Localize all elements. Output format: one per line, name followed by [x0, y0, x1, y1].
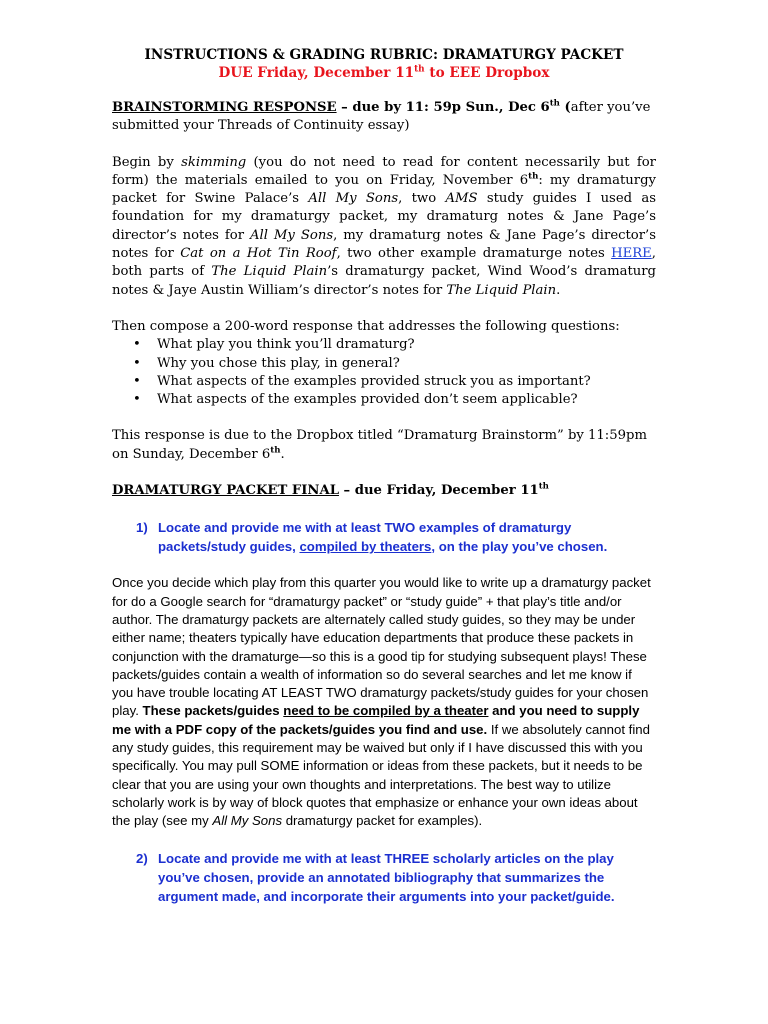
- requirement-2: 2) Locate and provide me with at least THREE scholarly articles on the play you’ve chosen, provide an annotated bibliography that summarizes the argument made, and incorporate their arguments into your packet/guide.: [136, 850, 615, 904]
- list-item: • Why you chose this play, in general?: [133, 355, 656, 373]
- question-list: [112, 336, 656, 409]
- list-item: • What aspects of the examples provided don’t seem applicable?: [133, 391, 656, 409]
- brainstorm-heading: BRAINSTORMING RESPONSE – due by 11: 59p Sun., Dec 6th (after you’ve submitted your Threads of Continuity essay): [112, 98, 651, 134]
- final-heading: DRAMATURGY PACKET FINAL – due Friday, December 11th: [112, 481, 549, 499]
- response-prompt: Then compose a 200-word response that addresses the following questions:: [112, 318, 620, 334]
- list-item: • What play you think you’ll dramaturg?: [133, 336, 656, 354]
- here-link[interactable]: HERE: [611, 246, 652, 262]
- document-title: INSTRUCTIONS & GRADING RUBRIC: DRAMATURGY PACKET: [144, 47, 624, 63]
- packet-search-paragraph: Once you decide which play from this quarter you would like to write up a dramaturgy packet for do a Google search for “dramaturgy packet” or “study guide” + that play’s title and/or author. The dramaturgy packets are alternately called study guides, so they may be under either name; theaters typically have education departments that produce these packets in conjunction with the dramaturge—so this is a good tip for studying subsequent plays! These packets/guides contain a wealth of information so do several searches and let me know if you have trouble locating AT LEAST TWO dramaturgy packets/study guides for your chosen play. These packets/guides need to be compiled by a theater and you need to supply me with a PDF copy of the packets/guides you find and use. If we absolutely cannot find any study guides, this requirement may be waived but only if I have discussed this with you specifically. You may pull SOME information or ideas from these packets, but it needs to be clear that you are using your own thoughts and interpretations. The best way to utilize scholarly work is by way of block quotes that emphasize or enhance your own ideas about the play (see my All My Sons dramaturgy packet for examples).: [112, 575, 651, 829]
- dropbox-note: This response is due to the Dropbox titled “Dramaturg Brainstorm” by 11:59pm on Sunday, December 6th.: [112, 428, 647, 462]
- due-date-line: DUE Friday, December 11th to EEE Dropbox: [218, 64, 550, 81]
- brainstorm-instructions: Begin by skimming (you do not need to read for content necessarily but for form) the materials emailed to you on Friday, November 6th: my dramaturgy packet for Swine Palace’s All My Sons, two AMS study guides I used as foundation for my dramaturgy packet, my dramaturg notes & Jane Page’s director’s notes for All My Sons, my dramaturg notes & Jane Page’s director’s notes for Cat on a Hot Tin Roof, two other example dramaturge notes HERE, both parts of The Liquid Plain’s dramaturgy packet, Wind Wood’s dramaturg notes & Jaye Austin William’s director’s notes for The Liquid Plain.: [112, 154, 657, 298]
- list-item: • What aspects of the examples provided struck you as important?: [133, 373, 656, 391]
- requirement-1: 1) Locate and provide me with at least TWO examples of dramaturgy packets/study guides, compiled by theaters, on the play you’ve chosen.: [136, 520, 608, 555]
